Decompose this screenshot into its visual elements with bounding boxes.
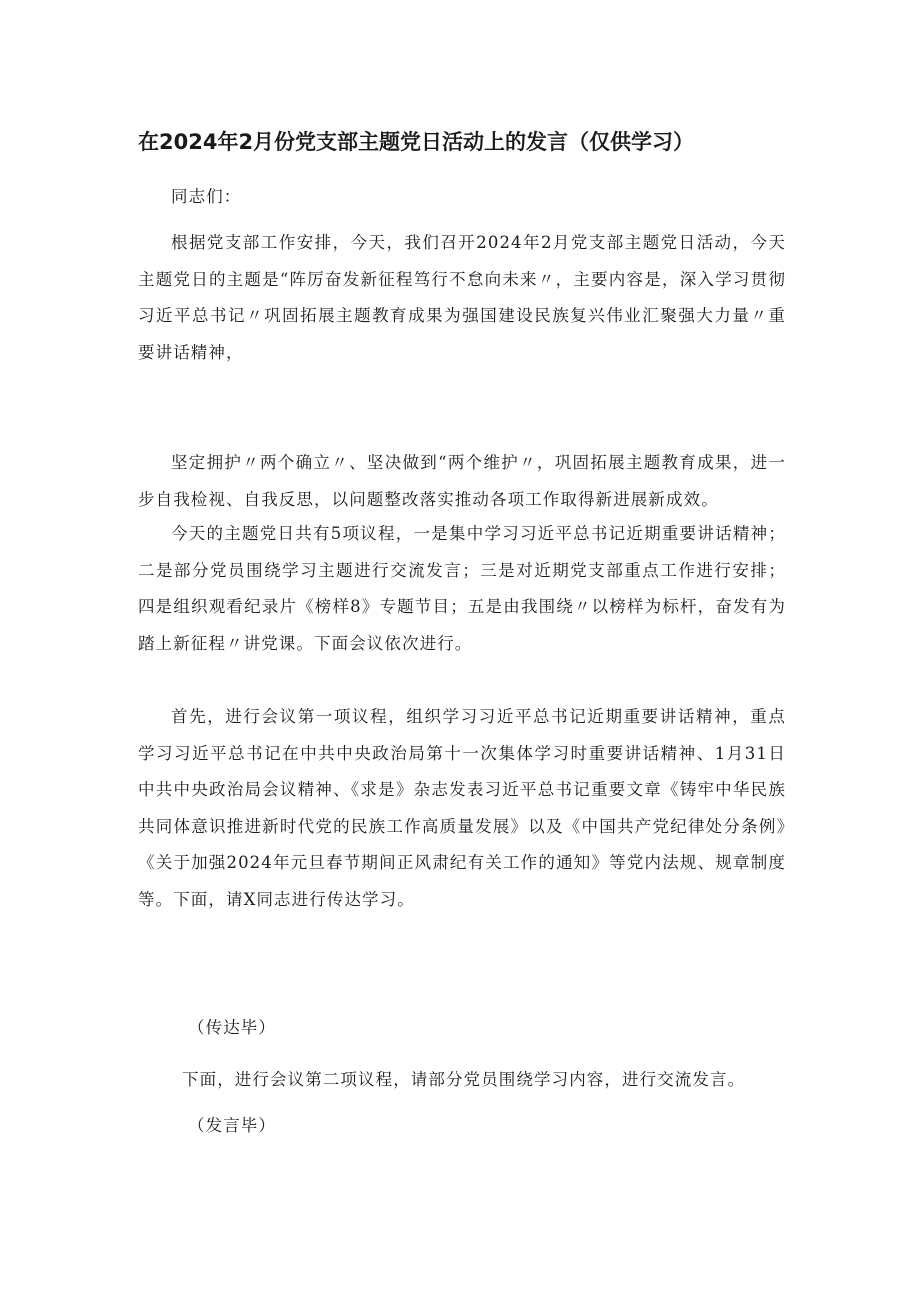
paragraph-3: 今天的主题党日共有5项议程，一是集中学习习近平总书记近期重要讲话精神；二是部分党员围绕学习主题进行交流发言；三是对近期党支部重点工作进行安排；四是组织观看纪录片《榜样8》专题节目；五是由我围绕〃以榜样为标杆，奋发有为踏上新征程〃讲党课。下面会议依次进行。 [138,524,786,653]
greeting: 同志们： [171,187,242,206]
paragraph-2: 坚定拥护〃两个确立〃、坚决做到“两个维护〃，巩固拓展主题教育成果，进一步自我检视、自我反思，以问题整改落实推动各项工作取得新进展新成效。 [138,453,786,509]
note-speech-finished: （发言毕） [188,1116,276,1135]
paragraph-5: 下面，进行会议第二项议程，请部分党员围绕学习内容，进行交流发言。 [182,1070,746,1089]
document-title: 在2024年2月份党支部主题党日活动上的发言（仅供学习） [138,130,695,154]
note-relay-finished: （传达毕） [188,1018,276,1037]
paragraph-1: 根据党支部工作安排，今天，我们召开2024年2月党支部主题党日活动，今天主题党日的主题是“阵厉奋发新征程笃行不怠向未来〃，主要内容是，深入学习贯彻习近平总书记〃巩固拓展主题教育成果为强国建设民族复兴伟业汇聚强大力量〃重要讲话精神， [138,233,786,362]
paragraph-4: 首先，进行会议第一项议程，组织学习习近平总书记近期重要讲话精神，重点学习习近平总书记在中共中央政治局第十一次集体学习时重要讲话精神、1月31日中共中央政治局会议精神、《求是》杂志发表习近平总书记重要文章《铸牢中华民族共同体意识推进新时代党的民族工作高质量发展》以及《中国共产党纪律处分条例》《关于加强2024年元旦春节期间正风肃纪有关工作的通知》等党内法规、规章制度等。下面，请X同志进行传达学习。 [138,707,786,909]
